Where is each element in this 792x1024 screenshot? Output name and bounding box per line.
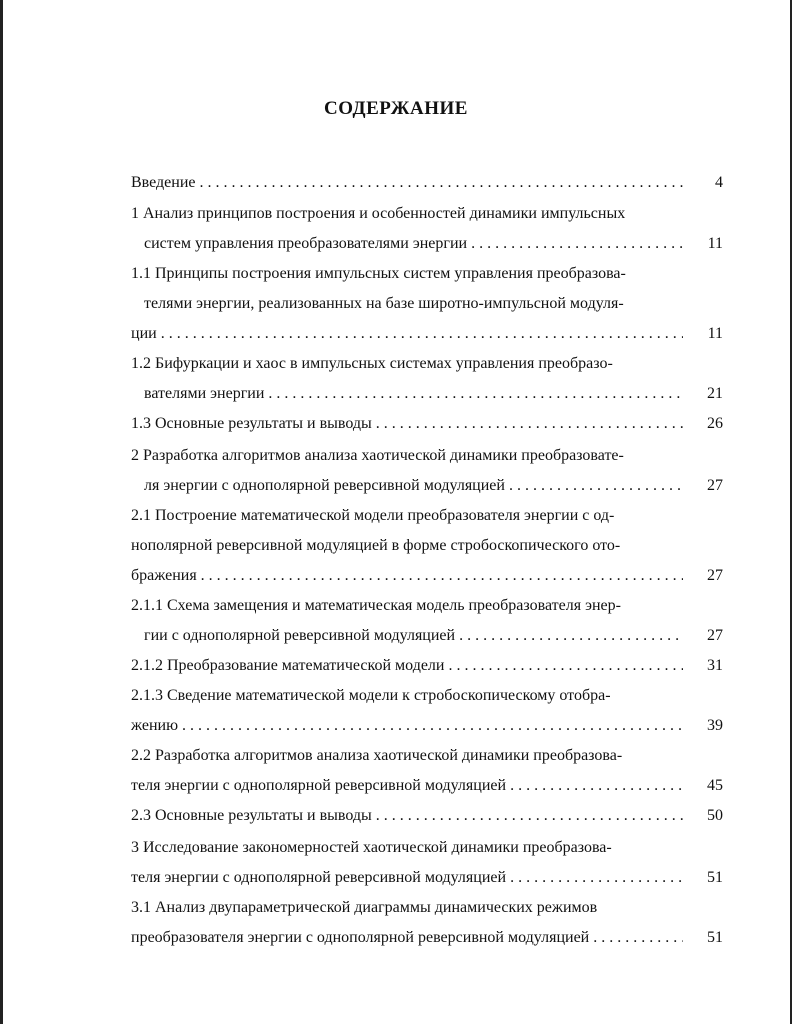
dot-leader (459, 626, 683, 646)
toc-entry-line-with-page (144, 476, 723, 496)
toc-entry-line-with-page (131, 928, 723, 948)
dot-leader (182, 716, 683, 736)
toc-entry-line-with-page (131, 716, 723, 736)
toc-entry-line-with-page (131, 656, 723, 676)
page-title: СОДЕРЖАНИЕ (324, 98, 468, 119)
toc-page-number: 27 (707, 627, 723, 644)
toc-page-number: 21 (707, 385, 723, 402)
toc-entry-line: 2.1 Построение математической модели преобразователя энергии с од- (131, 507, 615, 524)
dot-leader (471, 234, 683, 254)
toc-entry-text: ции (131, 325, 157, 342)
toc-entry-line: 3.1 Анализ двупараметрической диаграммы динамических режимов (131, 899, 598, 916)
toc-page-number: 31 (707, 657, 723, 674)
toc-entry-line: 2.1.1 Схема замещения и математическая модель преобразователя энер- (131, 597, 621, 614)
toc-page-number: 51 (707, 869, 723, 886)
toc-entry-text: 2.1.2 Преобразование математической модели (131, 657, 445, 674)
toc-entry-text: гии с однополярной реверсивной модуляцией (144, 627, 456, 644)
toc-entry-line: 3 Исследование закономерностей хаотической динамики преобразова- (131, 839, 612, 856)
toc-entry-line-with-page (131, 806, 723, 826)
toc-entry-text: преобразователя энергии с однополярной реверсивной модуляцией (131, 929, 590, 946)
toc-entry-text: теля энергии с однополярной реверсивной модуляцией (131, 777, 507, 794)
toc-page-number: 39 (707, 717, 723, 734)
toc-entry-text: систем управления преобразователями энергии (144, 235, 468, 252)
toc-entry-line: 2.1.3 Сведение математической модели к стробоскопическому отобра- (131, 687, 611, 704)
toc-page-number: 11 (707, 325, 723, 342)
toc-entry-line: 1.2 Бифуркации и хаос в импульсных системах управления преобразо- (131, 355, 613, 372)
toc-entry-line-with-page (131, 324, 723, 344)
toc-entry-line: 2.2 Разработка алгоритмов анализа хаотической динамики преобразова- (131, 747, 623, 764)
toc-entry-text: Введение (131, 174, 196, 191)
dot-leader (268, 384, 683, 404)
toc-entry-text: вателями энергии (144, 385, 265, 402)
toc-page-number: 27 (707, 567, 723, 584)
toc-entry-text: ля энергии с однополярной реверсивной модуляцией (144, 477, 505, 494)
dot-leader (510, 868, 683, 888)
toc-entry-text: жению (131, 717, 179, 734)
dot-leader (509, 476, 683, 496)
toc-page-number: 26 (707, 415, 723, 432)
toc-page-number: 4 (715, 174, 723, 191)
toc-entry-line: телями энергии, реализованных на базе широтно-импульсной модуля- (144, 295, 624, 312)
dot-leader (200, 173, 684, 193)
dot-leader (593, 928, 683, 948)
toc-entry-line: 1.1 Принципы построения импульсных систем управления преобразова- (131, 265, 626, 282)
dot-leader (376, 414, 683, 434)
toc-page-number: 51 (707, 929, 723, 946)
scan-left-edge (0, 0, 3, 1024)
toc-entry-line-with-page (131, 414, 723, 434)
toc-entry-line-with-page (144, 384, 723, 404)
toc-entry-text: 2.3 Основные результаты и выводы (131, 807, 372, 824)
toc-entry-text: теля энергии с однополярной реверсивной модуляцией (131, 869, 507, 886)
dot-leader (201, 566, 683, 586)
toc-entry-line-with-page (131, 566, 723, 586)
toc-page-number: 11 (707, 235, 723, 252)
toc-entry-line-with-page (144, 234, 723, 254)
toc-entry-line-with-page (131, 173, 723, 193)
toc-entry-line: 1 Анализ принципов построения и особенностей динамики импульсных (131, 205, 626, 222)
dot-leader (161, 324, 683, 344)
toc-entry-text: бражения (131, 567, 197, 584)
toc-entry-line: 2 Разработка алгоритмов анализа хаотической динамики преобразовате- (131, 447, 624, 464)
toc-entry-line-with-page (131, 868, 723, 888)
toc-page-number: 45 (707, 777, 723, 794)
toc-page-number: 50 (707, 807, 723, 824)
dot-leader (448, 656, 683, 676)
toc-entry-line: нополярной реверсивной модуляцией в форме стробоскопического ото- (131, 537, 621, 554)
toc-entry-text: 1.3 Основные результаты и выводы (131, 415, 372, 432)
toc-page-number: 27 (707, 477, 723, 494)
toc-entry-line-with-page (131, 776, 723, 796)
dot-leader (510, 776, 683, 796)
toc-entry-line-with-page (144, 626, 723, 646)
dot-leader (376, 806, 683, 826)
